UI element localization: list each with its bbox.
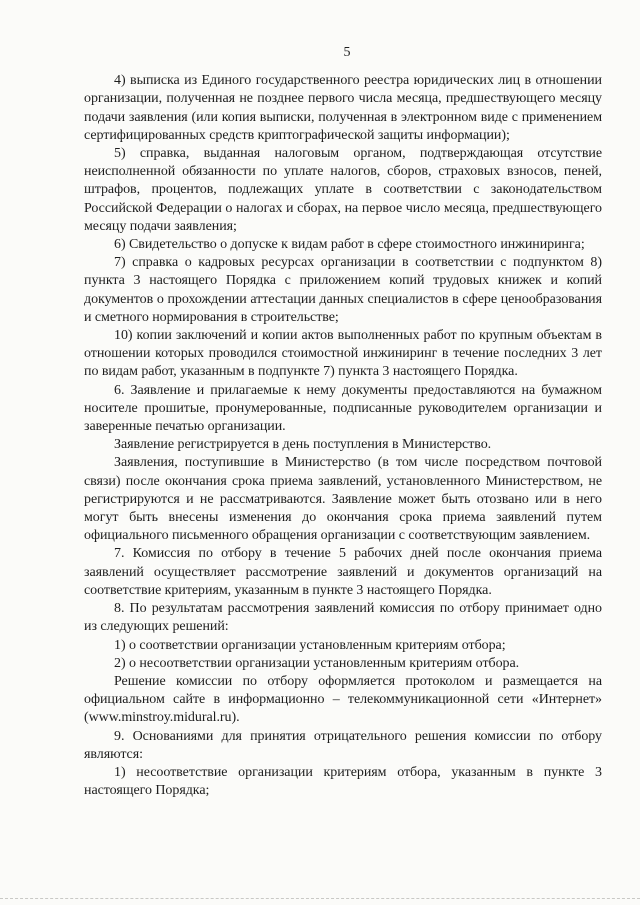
paragraph-section-9: 9. Основаниями для принятия отрицательного решения комиссии по отбору являются:	[84, 728, 602, 762]
paragraph-section-6: 6. Заявление и прилагаемые к нему документы предоставляются на бумажном носителе прошитые, пронумерованные, подписанные руководителем организации и заверенные печатью организации.	[84, 382, 602, 435]
paragraph-late-applications: Заявления, поступившие в Министерство (в том числе посредством почтовой связи) после окончания срока приема заявлений, установленного Министерством, не регистрируются и не рассматриваются. Заявление может быть отозвано или в него могут быть внесены изменения до окончания срока приема заявлений путем официального письменного обращения организации с соответствующим заявлением.	[84, 455, 602, 544]
paragraph-item-5-tax-certificate: 5) справка, выданная налоговым органом, подтверждающая отсутствие неисполненной обязанности по уплате налогов, сборов, страховых взносов, пеней, штрафов, процентов, подлежащих уплате в соответствии с законодательством Российской Федерации о налогах и сборах, на первое число месяца, предшествующего месяцу подачи заявления;	[84, 146, 602, 234]
paragraph-item-10-conclusions: 10) копии заключений и копии актов выполненных работ по крупным объектам в отношении которых проводился стоимостной инжиниринг в течение последних 3 лет по видам работ, указанным в подпункте 7) пункта 3 настоящего Порядка.	[84, 328, 602, 380]
paragraph-decision-2: 2) о несоответствии организации установленным критериям отбора.	[114, 655, 520, 671]
page-number: 5	[343, 45, 351, 60]
paragraph-grounds-1: 1) несоответствие организации критериям отбора, указанным в пункте 3 настоящего Порядка;	[84, 764, 602, 799]
paragraph-item-7-staff-certificate: 7) справка о кадровых ресурсах организации в соответствии с подпунктом 8) пункта 3 настоящего Порядка с приложением копий трудовых книжек и копий документов о прохождении аттестации данных специалистов в сфере ценообразования и сметного нормирования в строительстве;	[84, 255, 602, 325]
page-bottom-edge	[0, 898, 640, 905]
paragraph-registration: Заявление регистрируется в день поступления в Министерство.	[114, 437, 492, 453]
paragraph-decision-1: 1) о соответствии организации установленным критериям отбора;	[114, 637, 506, 653]
paragraph-item-4-egrul: 4) выписка из Единого государственного реестра юридических лиц в отношении организации, полученная не позднее первого числа месяца, предшествующего месяцу подачи заявления (или копия выписки, полученная в электронном виде с применением сертифицированных средств криптографической защиты информации);	[84, 73, 602, 143]
paragraph-section-8: 8. По результатам рассмотрения заявлений комиссия по отбору принимает одно из следующих решений:	[84, 601, 602, 635]
paragraph-item-6-admission-certificate: 6) Свидетельство о допуске к видам работ в сфере стоимостного инжиниринга;	[114, 237, 585, 253]
paragraph-protocol: Решение комиссии по отбору оформляется протоколом и размещается на официальном сайте в информационно – телекоммуникационной сети «Интернет» (www.minstroy.midural.ru).	[84, 673, 602, 726]
paragraph-section-7: 7. Комиссия по отбору в течение 5 рабочих дней после окончания приема заявлений осуществляет рассмотрение заявлений и документов организаций на соответствие критериям, указанным в пункте 3 настоящего Порядка.	[84, 546, 602, 598]
